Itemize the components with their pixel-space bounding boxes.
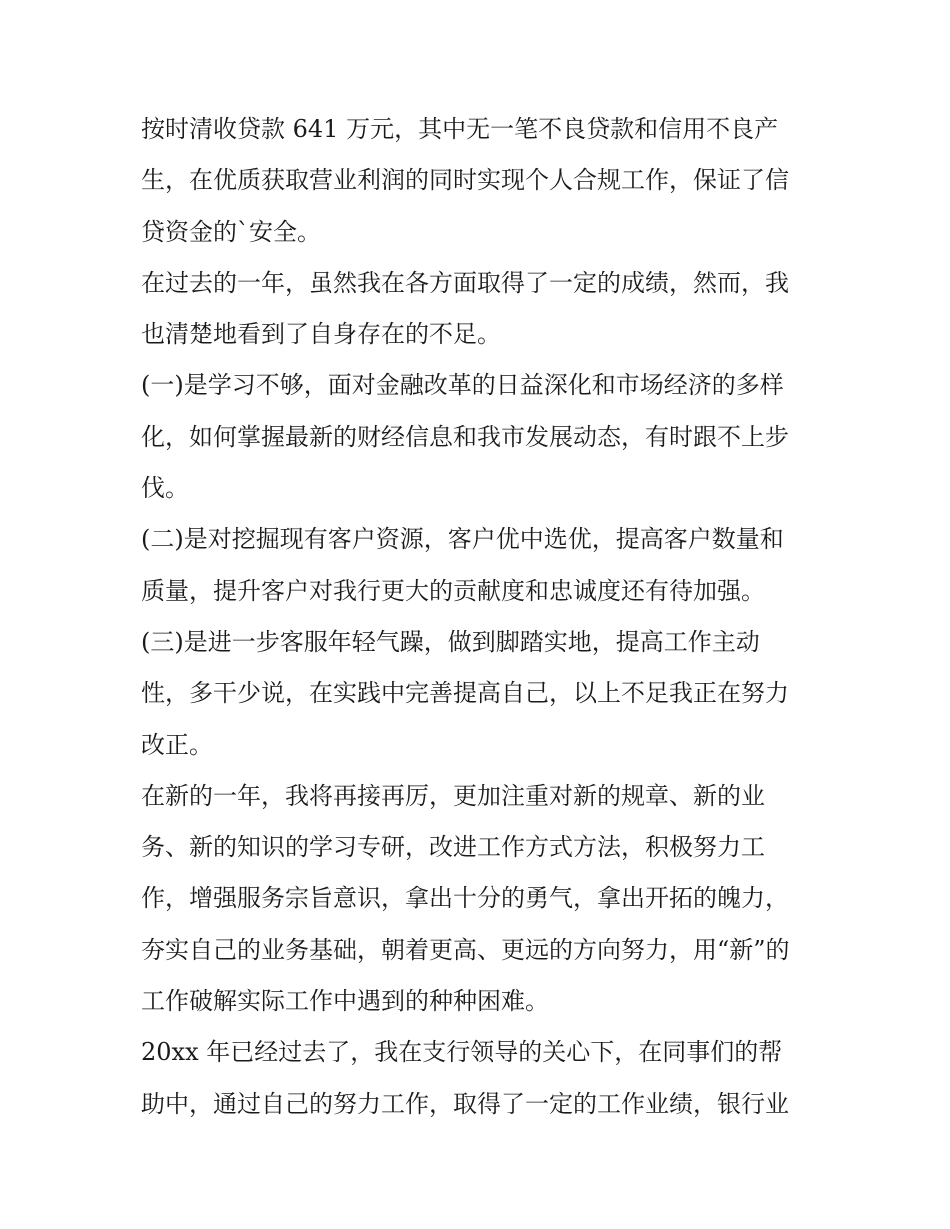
text-line: 改正。 bbox=[141, 730, 213, 759]
text-line: 作，增强服务宗旨意识，拿出十分的勇气，拿出开拓的魄力， bbox=[141, 884, 789, 913]
text-line: 性，多干少说，在实践中完善提高自己，以上不足我正在努力 bbox=[141, 679, 789, 708]
text-line: (三)是进一步客服年轻气躁，做到脚踏实地，提高工作主动 bbox=[141, 627, 760, 656]
text-line: 质量，提升客户对我行更大的贡献度和忠诚度还有待加强。 bbox=[141, 576, 765, 605]
text-line: 贷资金的`安全。 bbox=[141, 217, 321, 246]
text-line: (二)是对挖掘现有客户资源，客户优中选优，提高客户数量和 bbox=[141, 525, 784, 554]
text-line: 也清楚地看到了自身存在的不足。 bbox=[141, 320, 501, 349]
text-line: 20xx 年已经过去了，我在支行领导的关心下，在同事们的帮 bbox=[141, 1038, 783, 1067]
text-line: 务、新的知识的学习专研，改进工作方式方法，积极努力工 bbox=[141, 833, 765, 862]
text-line: 生，在优质获取营业利润的同时实现个人合规工作，保证了信 bbox=[141, 166, 789, 195]
text-line: 夯实自己的业务基础，朝着更高、更远的方向努力，用“新”的 bbox=[141, 935, 790, 964]
text-line: 助中，通过自己的努力工作，取得了一定的工作业绩，银行业 bbox=[141, 1089, 789, 1118]
text-line: 伐。 bbox=[141, 474, 189, 503]
text-line: 工作破解实际工作中遇到的种种困难。 bbox=[141, 987, 549, 1016]
document-body bbox=[141, 104, 817, 1130]
text-line: 按时清收贷款 641 万元，其中无一笔不良贷款和信用不良产 bbox=[141, 115, 779, 143]
text-line: (一)是学习不够，面对金融改革的日益深化和市场经济的多样 bbox=[141, 371, 784, 400]
text-line: 化，如何掌握最新的财经信息和我市发展动态，有时跟不上步 bbox=[141, 422, 789, 451]
text-line: 在新的一年，我将再接再厉，更加注重对新的规章、新的业 bbox=[141, 781, 765, 810]
text-line: 在过去的一年，虽然我在各方面取得了一定的成绩，然而，我 bbox=[141, 268, 789, 297]
